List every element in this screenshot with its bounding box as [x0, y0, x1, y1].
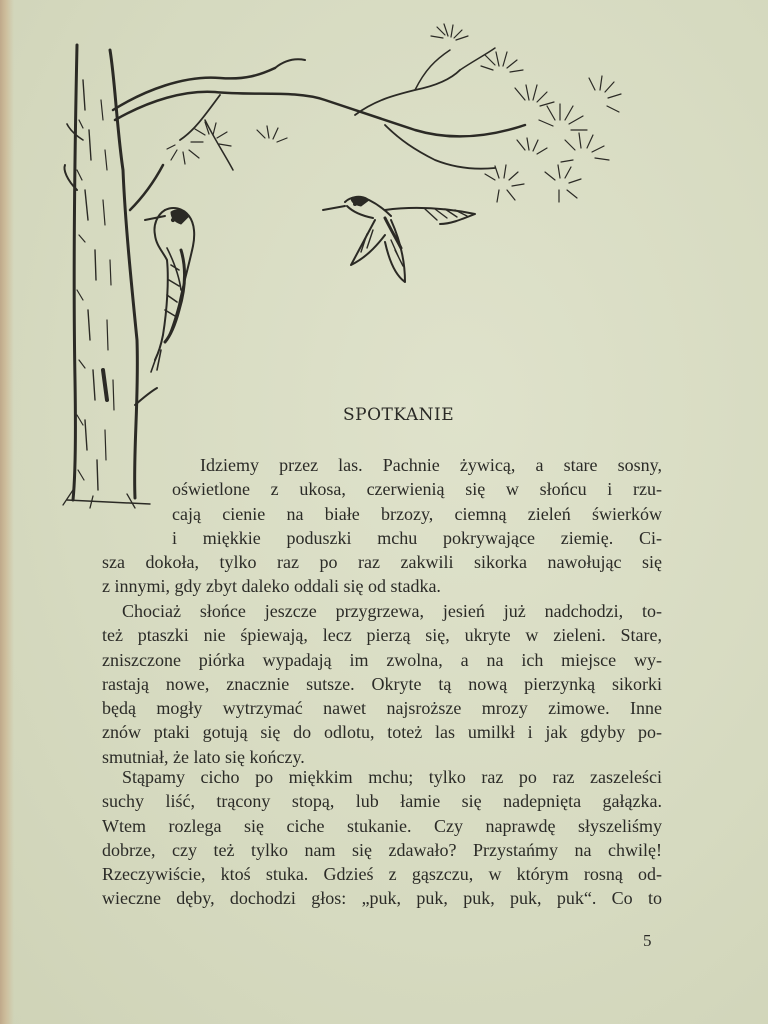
pine-needles	[167, 24, 621, 202]
woodpeckers-tree-illustration	[55, 20, 635, 510]
paragraph-line: Stąpamy cicho po miękkim mchu; tylko raz po raz zaszeleści	[122, 767, 662, 787]
woodpecker-flying	[323, 196, 475, 282]
paragraph-line: znów ptaki gotują się do odlotu, toteż las umilkł i jak gdyby po-	[102, 722, 662, 743]
paragraph-1-continued	[102, 550, 662, 599]
paragraph-line: z innymi, gdy zbyt daleko oddali się od stadka.	[102, 576, 441, 597]
paragraph-1	[172, 453, 662, 550]
paragraph-line: zniszczone piórka wypadają im zwolna, a na ich miejsce wy-	[102, 649, 662, 670]
paragraph-line: Rzeczywiście, ktoś stuka. Gdzieś z gąszczu, w którym rosną od-	[102, 864, 662, 885]
paragraph-line: będą mogły wytrzymać nawet najsroższe mrozy zimowe. Inne	[102, 698, 662, 719]
paragraph-line: Idziemy przez las. Pachnie żywicą, a stare sosny,	[200, 455, 662, 475]
paragraph-line: rastają nowe, znacznie sutsze. Okryte tą nową pierzynką sikorki	[102, 673, 662, 694]
page-number: 5	[643, 931, 652, 950]
paragraph-line: Chociaż słońce jeszcze przygrzewa, jesień już nadchodzi, to-	[122, 601, 662, 621]
tree-branch	[113, 48, 525, 170]
paragraph-line: wieczne dęby, dochodzi głos: „puk, puk, puk, puk, puk“. Co to	[102, 888, 662, 909]
paragraph-line: też ptaszki nie śpiewają, lecz pierzą się, ukryte w zieleni. Stare,	[102, 625, 662, 646]
paragraph-3	[102, 765, 662, 911]
paragraph-line: i miękkie poduszki mchu pokrywające ziemię. Ci-	[172, 527, 662, 548]
woodpecker-perched	[145, 208, 194, 372]
page-edge-shadow	[0, 0, 14, 1024]
paragraph-line: smutniał, że lato się kończy.	[102, 746, 305, 767]
paragraph-line: sza dokoła, tylko raz po raz zakwili sikorka nawołując się	[102, 552, 662, 572]
paragraph-line: cają cienie na białe brzozy, ciemną zieleń świerków	[172, 503, 662, 524]
paragraph-2	[102, 599, 662, 769]
tree-trunk	[63, 45, 163, 508]
paragraph-line: oświetlone z ukosa, czerwienią się w słońcu i rzu-	[172, 479, 662, 500]
paragraph-line: suchy liść, trącony stopą, lub łamie się nadepnięta gałązka.	[102, 791, 662, 812]
paragraph-line: dobrze, czy też tylko nam się zdawało? Przystańmy na chwilę!	[102, 839, 662, 860]
paragraph-line: Wtem rozlega się ciche stukanie. Czy naprawdę słyszeliśmy	[102, 815, 662, 836]
chapter-title: SPOTKANIE	[343, 405, 455, 425]
